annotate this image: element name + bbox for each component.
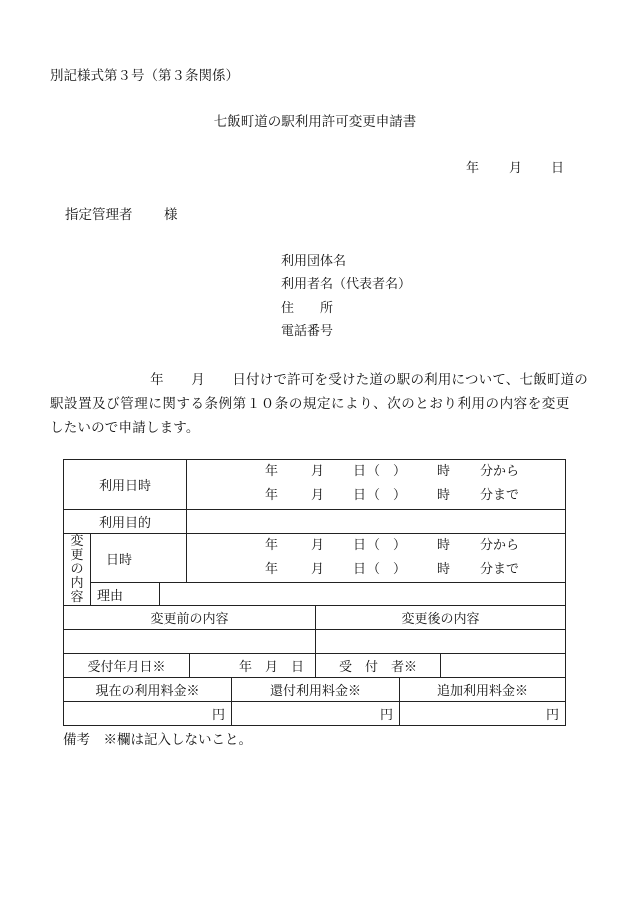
after-content-value[interactable] bbox=[315, 630, 565, 653]
remarks-note: 備考 ※欄は記入しないこと。 bbox=[63, 732, 252, 748]
change-reason-subrow bbox=[91, 582, 565, 606]
dt-paren: （ ） bbox=[367, 488, 407, 503]
fee-header-row bbox=[64, 677, 565, 701]
receiver-label: 受 付 者※ bbox=[315, 654, 440, 677]
applicant-address: 住 所 bbox=[281, 301, 334, 316]
received-date-label: 受付年月日※ bbox=[87, 660, 166, 675]
dt-year: 年 bbox=[265, 464, 279, 479]
dt-day: 日 bbox=[353, 464, 367, 479]
before-content-value[interactable] bbox=[64, 630, 315, 653]
dt-until: 分まで bbox=[480, 488, 520, 503]
form-number: 別記様式第３号（第３条関係） bbox=[50, 68, 239, 84]
body-paragraph bbox=[50, 368, 588, 440]
change-content-label bbox=[64, 534, 91, 605]
honorific: 様 bbox=[164, 207, 178, 223]
dt-from: 分から bbox=[480, 538, 520, 553]
dt-month: 月 bbox=[311, 562, 325, 577]
before-after-header-row bbox=[64, 605, 565, 629]
change-char: 内 bbox=[70, 575, 84, 591]
usage-purpose-row bbox=[64, 509, 565, 533]
current-fee-value: 円 bbox=[211, 708, 225, 723]
body-line-1: 年 月 日付けで許可を受けた道の駅の利用について、七飯町道の bbox=[150, 372, 588, 388]
dt-paren: （ ） bbox=[367, 538, 407, 553]
body-line-2: 駅設置及び管理に関する条例第１０条の規定により、次のとおり利用の内容を変更 bbox=[50, 396, 570, 412]
change-content-row bbox=[64, 533, 565, 605]
dt-year: 年 bbox=[265, 488, 279, 503]
fee-value-row bbox=[64, 701, 565, 725]
applicant-user: 利用者名（代表者名） bbox=[281, 277, 412, 292]
change-datetime-value bbox=[186, 534, 565, 582]
dt-month: 月 bbox=[311, 538, 325, 553]
received-date-value: 年 月 日 bbox=[189, 654, 315, 677]
change-reason-value[interactable] bbox=[159, 583, 565, 606]
addressee: 指定管理者 bbox=[65, 207, 133, 223]
dt-until: 分まで bbox=[480, 562, 520, 577]
dt-month: 月 bbox=[311, 464, 325, 479]
change-char: 変 bbox=[70, 533, 84, 549]
application-form-table bbox=[63, 459, 566, 726]
dt-hour: 時 bbox=[437, 464, 451, 479]
dt-from: 分から bbox=[480, 464, 520, 479]
current-fee-label: 現在の利用料金※ bbox=[95, 684, 200, 699]
change-reason-label: 理由 bbox=[97, 589, 124, 604]
dt-day: 日 bbox=[353, 538, 367, 553]
usage-datetime-row bbox=[64, 460, 565, 509]
before-content-label: 変更前の内容 bbox=[150, 612, 229, 627]
dt-hour: 時 bbox=[437, 538, 451, 553]
date-year: 年 bbox=[466, 161, 480, 176]
change-char: の bbox=[70, 561, 84, 577]
dt-year: 年 bbox=[265, 538, 279, 553]
reception-row bbox=[64, 653, 565, 677]
after-content-label: 変更後の内容 bbox=[315, 606, 565, 629]
change-datetime-subrow bbox=[91, 534, 565, 582]
refund-fee-label: 還付利用料金※ bbox=[231, 678, 399, 701]
document-title: 七飯町道の駅利用許可変更申請書 bbox=[213, 114, 417, 130]
receiver-value[interactable] bbox=[440, 654, 565, 677]
date-month: 月 bbox=[509, 161, 523, 176]
before-after-value-row bbox=[64, 629, 565, 653]
refund-fee-value: 円 bbox=[231, 702, 399, 725]
additional-fee-value: 円 bbox=[399, 702, 565, 725]
dt-year: 年 bbox=[265, 562, 279, 577]
applicant-phone: 電話番号 bbox=[281, 324, 334, 339]
dt-day: 日 bbox=[353, 562, 367, 577]
change-char: 更 bbox=[70, 547, 84, 563]
dt-paren: （ ） bbox=[367, 562, 407, 577]
usage-purpose-label: 利用目的 bbox=[98, 516, 151, 531]
dt-hour: 時 bbox=[437, 562, 451, 577]
change-char: 容 bbox=[70, 589, 84, 605]
dt-day: 日 bbox=[353, 488, 367, 503]
dt-paren: （ ） bbox=[367, 464, 407, 479]
usage-datetime-value bbox=[186, 460, 565, 509]
date-day: 日 bbox=[551, 161, 565, 176]
dt-month: 月 bbox=[311, 488, 325, 503]
change-datetime-label: 日時 bbox=[106, 552, 133, 568]
body-line-3: したいので申請します。 bbox=[50, 420, 200, 436]
dt-hour: 時 bbox=[437, 488, 451, 503]
applicant-org: 利用団体名 bbox=[281, 254, 347, 269]
additional-fee-label: 追加利用料金※ bbox=[399, 678, 565, 701]
usage-purpose-value[interactable] bbox=[186, 510, 565, 533]
usage-datetime-label: 利用日時 bbox=[98, 479, 151, 494]
